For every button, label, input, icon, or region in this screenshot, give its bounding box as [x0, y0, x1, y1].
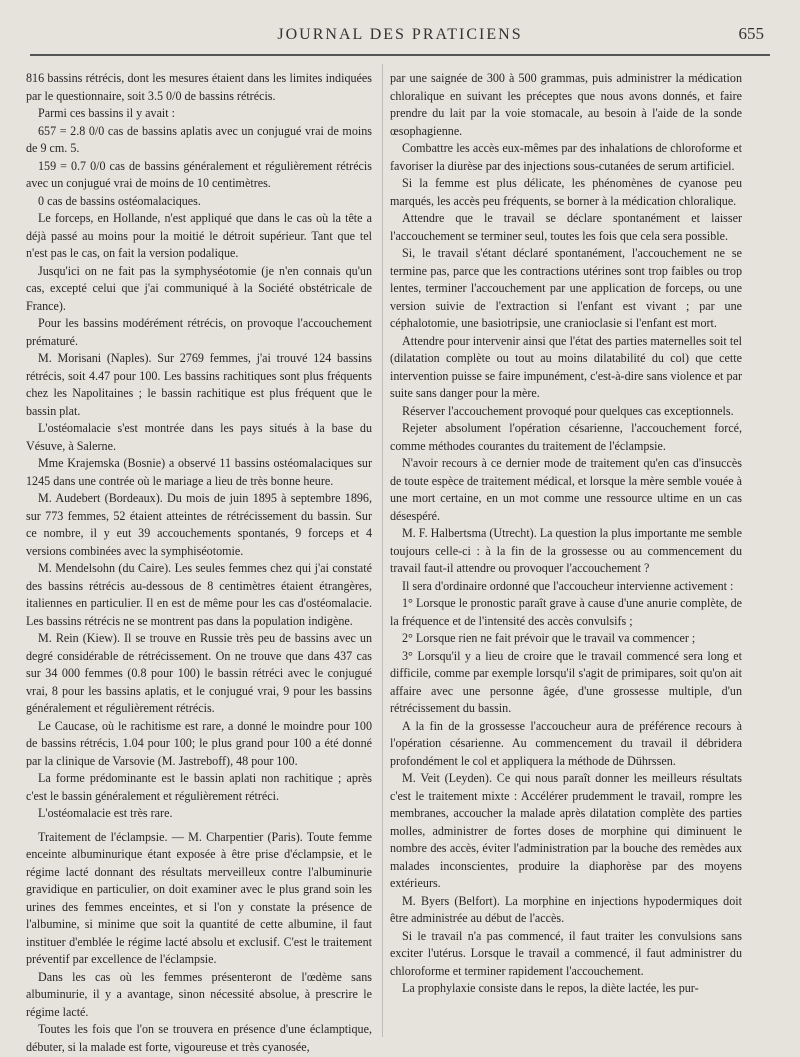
paragraph: Dans les cas où les femmes présenteront de l'œdème sans albuminurie, il y a avantage, sinon nécessité absolue, à prescrire le régime lacté.	[26, 969, 372, 1019]
paragraph: Attendre que le travail se déclare spontanément et laisser l'accouchement se terminer seul, toutes les fois que cela sera possible.	[390, 211, 742, 243]
running-header	[30, 18, 770, 50]
column-separator	[382, 64, 383, 1037]
paragraph: Mme Krajemska (Bosnie) a observé 11 bassins ostéomalaciques sur 1245 dans une contrée où le mariage a lieu de très bonne heure.	[26, 456, 372, 488]
right-column	[390, 70, 742, 998]
paragraph: 3° Lorsqu'il y a lieu de croire que le travail commencé sera long et difficile, comme par exemple lorsqu'il s'agit de primipares, soit qu'on ait affaire avec une personne âgée, d'une grossesse multiple, d'un rétrécissement du bassin.	[390, 648, 742, 715]
paragraph: M. Rein (Kiew). Il se trouve en Russie très peu de bassins avec un degré considérable de rétrécissement. On ne trouve que dans 437 cas sur 34 000 femmes (0.8 pour 100) le bassin rétréci avec le conjugué vrai, 8 pour les bassins aplatis, et le conjugué vrai, 9 pour les bassins généralement et régulièrement rétrécis.	[26, 631, 372, 715]
journal-title: JOURNAL DES PRATICIENS	[277, 26, 523, 43]
paragraph: Si la femme est plus délicate, les phénomènes de cyanose peu marqués, les accès peu fréquents, se borner à la médication chloralique.	[390, 176, 742, 208]
paragraph: 159 = 0.7 0/0 cas de bassins généralement et régulièrement rétrécis avec un conjugué vrai de moins de 10 centimètres.	[26, 158, 372, 190]
paragraph: M. Morisani (Naples). Sur 2769 femmes, j'ai trouvé 124 bassins rétrécis, soit 4.47 pour 100. Les bassins rachitiques sont plus fréquents chez les Napolitaines ; le bassin rachitique est plus fréquent que le bassin plat.	[26, 351, 372, 418]
paragraph: Pour les bassins modérément rétrécis, on provoque l'accouchement prématuré.	[26, 316, 372, 348]
paragraph: Combattre les accès eux-mêmes par des inhalations de chloroforme et favoriser la diurèse par des injections sous-cutanées de serum artificiel.	[390, 141, 742, 173]
paragraph: M. Veit (Leyden). Ce qui nous paraît donner les meilleurs résultats c'est le traitement mixte : Accélérer prudemment le travail, rompre les membranes, accoucher la malade après dilatation complète des parties molles, administrer de fortes doses de morphine qui diminuent le nombre des accès, éviter l'administration par la bouche des remèdes aux malades inconscientes, produire la diaphorèse par des moyens extérieurs.	[390, 771, 742, 890]
page-number: 655	[738, 24, 764, 43]
paragraph: 2° Lorsque rien ne fait prévoir que le travail va commencer ;	[402, 631, 696, 645]
paragraph: M. Audebert (Bordeaux). Du mois de juin 1895 à septembre 1896, sur 773 femmes, 52 étaient atteintes de rétrécissement du bassin. Sur ce nombre, il y eut 39 accouchements spontanés, 9 forceps et 4 versions combinées avec la symphiséotomie.	[26, 491, 372, 558]
paragraph: 816 bassins rétrécis, dont les mesures étaient dans les limites indiquées par le questionnaire, soit 3.5 0/0 de bassins rétrécis.	[26, 71, 372, 103]
header-rule	[30, 54, 770, 56]
paragraph: 1° Lorsque le pronostic paraît grave à cause d'une anurie complète, de la fréquence et de l'intensité des accès convulsifs ;	[390, 596, 742, 628]
paragraph: M. Byers (Belfort). La morphine en injections hypodermiques doit être administrée au début de l'accès.	[390, 893, 742, 925]
paragraph: Attendre pour intervenir ainsi que l'état des parties maternelles soit tel (dilatation complète ou tout au moins dilatabilité du col) que cette intervention puisse se faire impunément, c'est-à-dire sans violence et par suite sans danger pour la mère.	[390, 333, 742, 400]
paragraph: La forme prédominante est le bassin aplati non rachitique ; après c'est le bassin généralement et régulièrement rétréci.	[26, 771, 372, 803]
left-column	[26, 70, 372, 1056]
paragraph: Le forceps, en Hollande, n'est appliqué que dans le cas où la tête a déjà passé au moins pour la moitié le détroit supérieur. Tant que tel n'est pas le cas, on fait la version podalique.	[26, 211, 372, 260]
paragraph: L'ostéomalacie est très rare.	[38, 806, 173, 820]
paragraph: 657 = 2.8 0/0 cas de bassins aplatis avec un conjugué vrai de moins de 9 cm. 5.	[26, 123, 372, 155]
paragraph: N'avoir recours à ce dernier mode de traitement qu'en cas d'insuccès de toute espèce de traitement médical, et lorsque la mère semble vouée à une mort certaine, en un mot comme une ressource ultime en un cas désespéré.	[390, 456, 742, 523]
paragraph: Jusqu'ici on ne fait pas la symphyséotomie (je n'en connais qu'un cas, excepté celui que j'ai communiqué à la Société obstétricale de France).	[26, 263, 372, 313]
paragraph: 0 cas de bassins ostéomalaciques.	[38, 193, 201, 208]
paragraph: L'ostéomalacie s'est montrée dans les pays situés à la base du Vésuve, à Salerne.	[26, 421, 372, 453]
paragraph: M. F. Halbertsma (Utrecht). La question la plus importante me semble toujours celle-ci : à la fin de la grossesse ou au commencement du travail faut-il attendre ou provoquer l'accouchement ?	[390, 526, 742, 575]
paragraph: Si le travail n'a pas commencé, il faut traiter les convulsions sans exciter l'utérus. Lorsque le travail a commencé, il faut administrer du chloroforme et terminer rapidement l'accouchement.	[390, 928, 742, 978]
paragraph: Le Caucase, où le rachitisme est rare, a donné le moindre pour 100 de bassins rétrécis, 1.04 pour 100; le plus grand pour 100 a été donné par la clinique de Varsovie (M. Jastreboff), 48 pour 100.	[26, 718, 372, 768]
paragraph: A la fin de la grossesse l'accoucheur aura de préférence recours à l'opération césarienne. Au commencement du travail il débridera profondément le col et appliquera la méthode de Dührssen.	[390, 718, 742, 768]
paragraph: La prophylaxie consiste dans le repos, la diète lactée, les pur-	[402, 981, 699, 995]
paragraph: par une saignée de 300 à 500 grammas, puis administrer la médication chloralique en suivant les préceptes que nous avons donnés, et faire prendre du lait par la voie stomacale, au besoin à l'aide de la sonde œsophagienne.	[390, 71, 742, 138]
paragraph: Parmi ces bassins il y avait :	[38, 106, 176, 120]
paragraph: Rejeter absolument l'opération césarienne, l'accouchement forcé, comme méthodes courantes du traitement de l'éclampsie.	[390, 421, 742, 453]
paragraph: Toutes les fois que l'on se trouvera en présence d'une éclamptique, débuter, si la malade est forte, vigoureuse et très cyanosée,	[26, 1022, 372, 1054]
section-paragraph: Traitement de l'éclampsie. — M. Charpentier (Paris). Toute femme enceinte albuminurique étant exposée à être prise d'éclampsie, et le régime lacté donnant des résultats merveilleux contre l'albuminurie gravidique en particulier, on doit examiner avec le plus grand soin les urines des femmes enceintes, et si l'on y constate la présence de l'albumine, si minime que soit la quantité de cette albumine, il faut instituer d'emblée le régime lacté absolu et exclusif. C'est le traitement préventif par excellence de l'éclampsie.	[26, 829, 372, 966]
paragraph: Si, le travail s'étant déclaré spontanément, l'accouchement ne se termine pas, parce que les contractions utérines sont trop faibles ou trop lentes, terminer l'accouchement par une application de forceps, ou une version suivie de l'extraction si l'enfant est vivant ; par une céphalotomie, une basiotripsie, une cranioclasie si l'enfant est mort.	[390, 246, 742, 330]
paragraph: M. Mendelsohn (du Caire). Les seules femmes chez qui j'ai constaté des bassins rétrécis au-dessous de 8 centimètres étaient étrangères, italiennes en particulier. Il en est de même pour les cas d'ostéomalacie. Les bassins rétrécis ne se montrent pas dans la population indigène.	[26, 561, 372, 628]
paragraph: Il sera d'ordinaire ordonné que l'accoucheur intervienne activement :	[402, 578, 734, 593]
paragraph: Réserver l'accouchement provoqué pour quelques cas exceptionnels.	[402, 403, 734, 418]
